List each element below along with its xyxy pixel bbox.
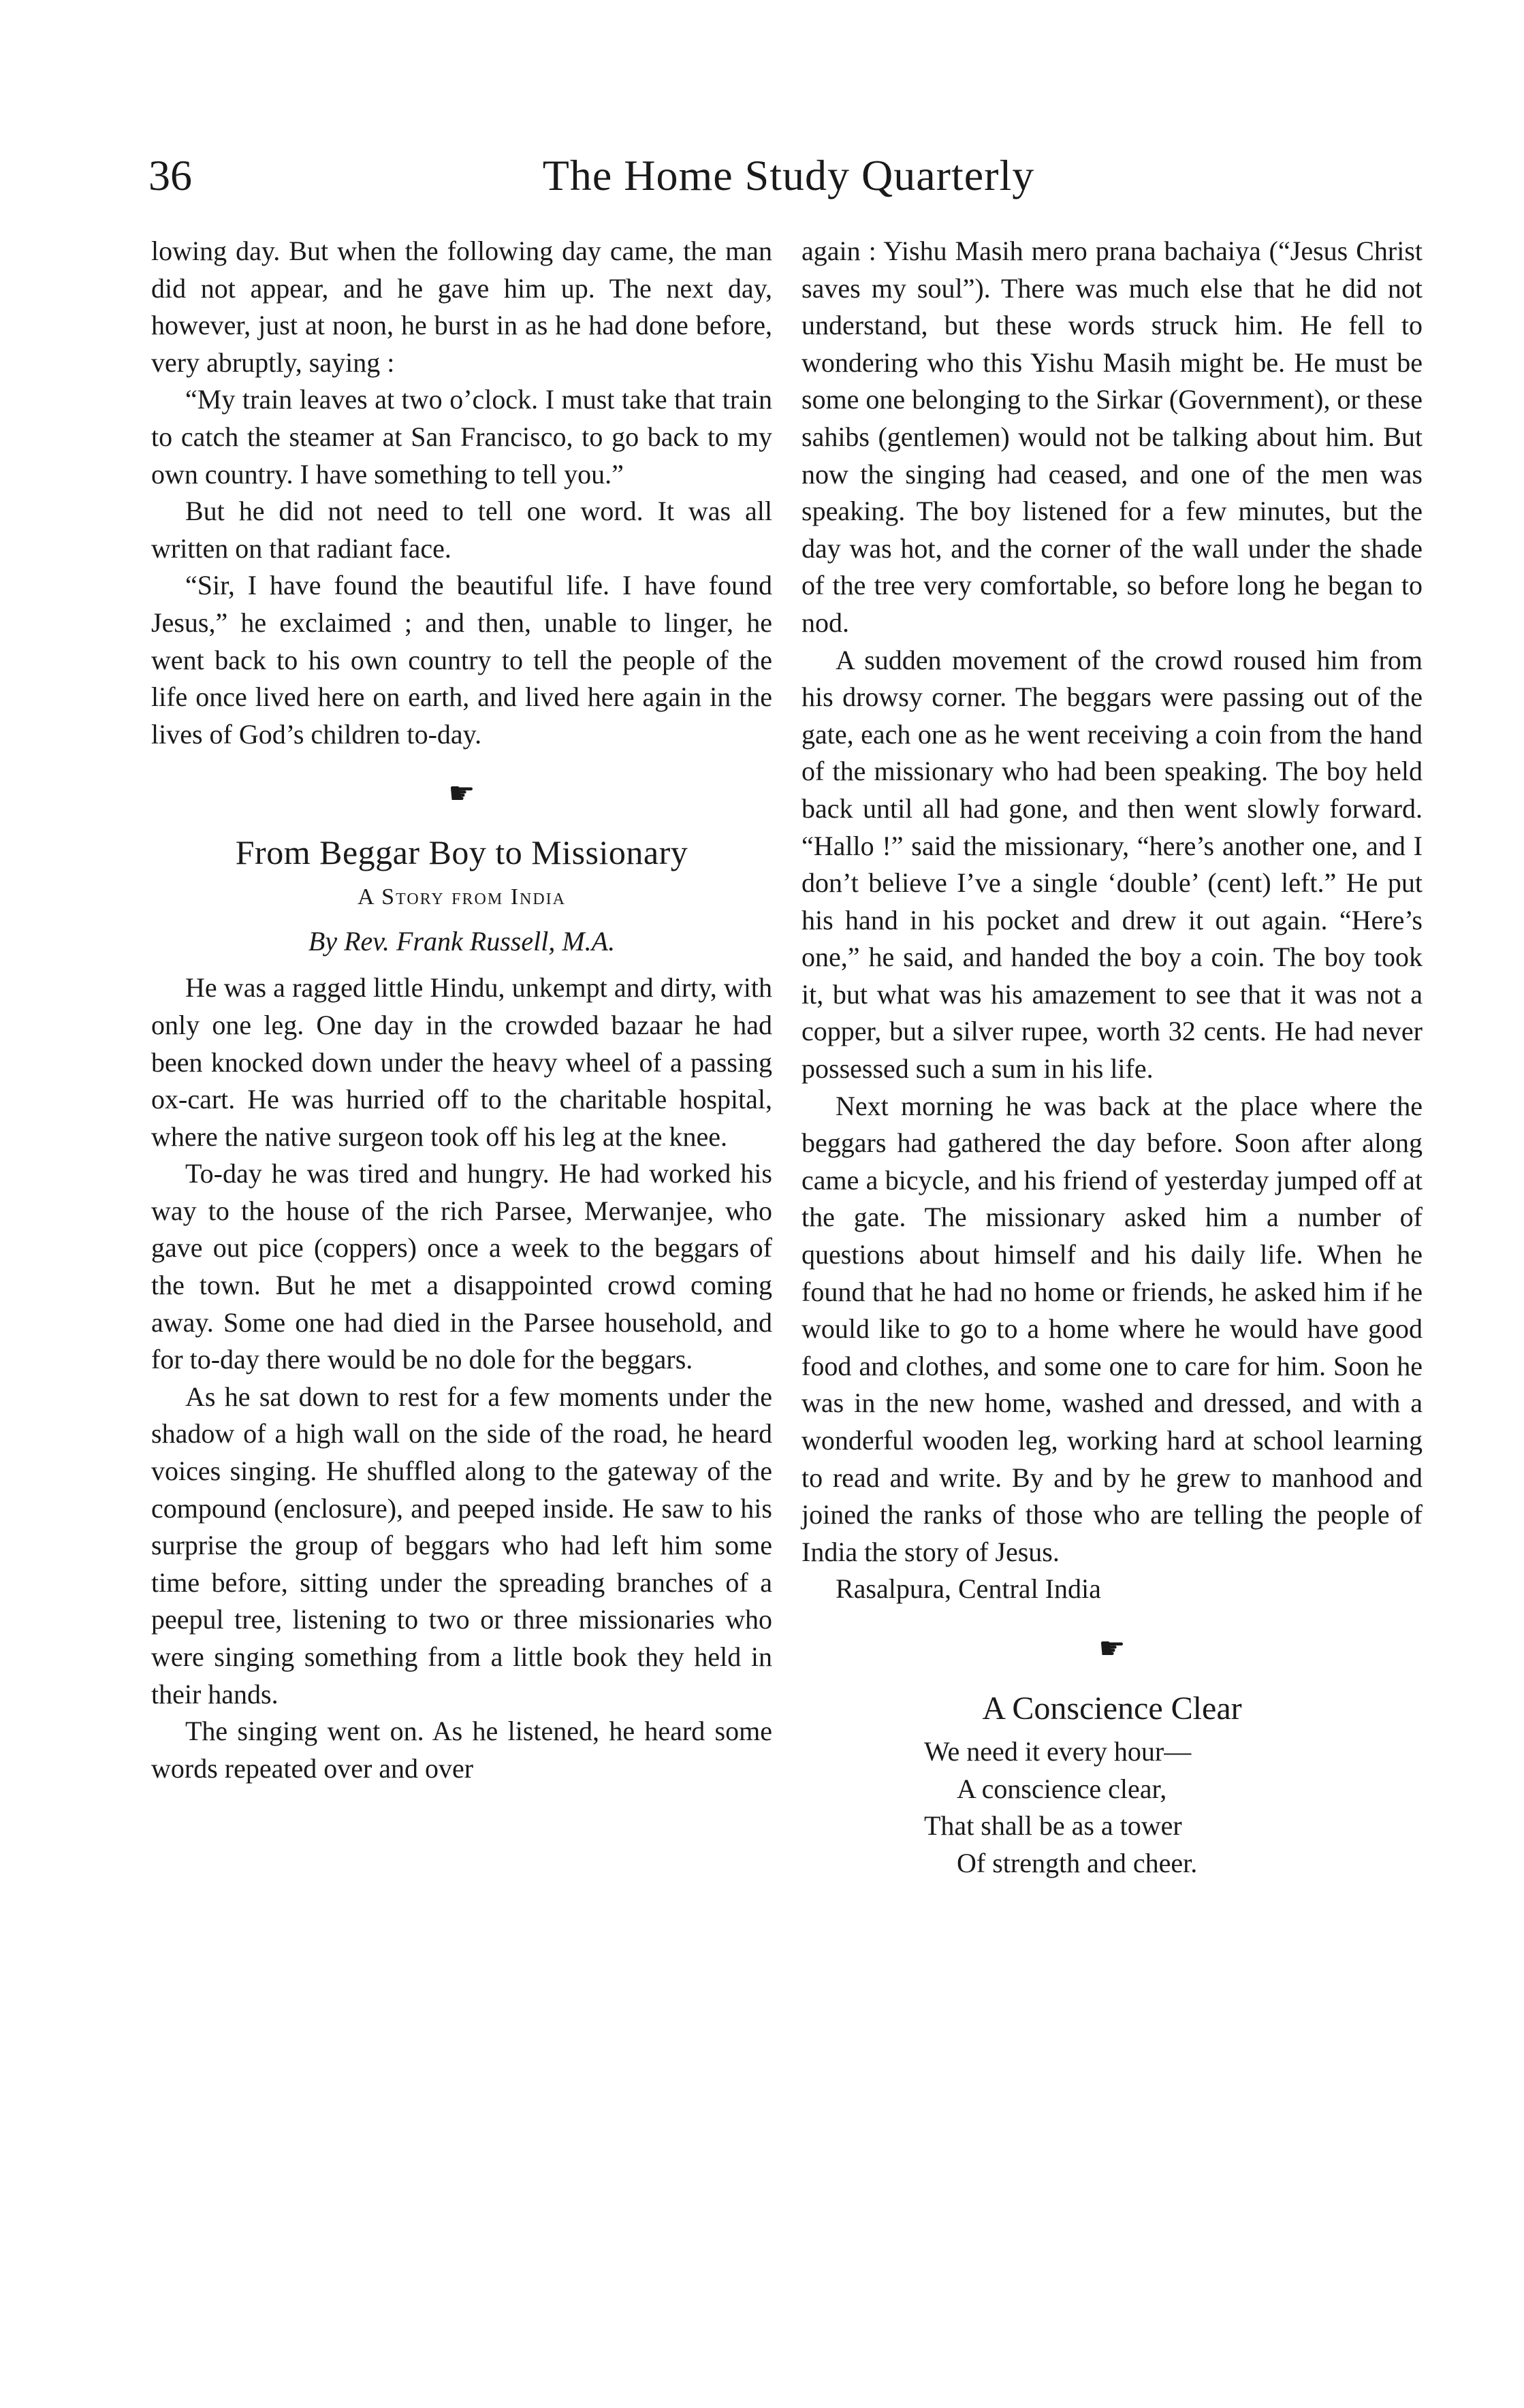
poem-line: We need it every hour— [924, 1735, 1192, 1767]
signoff-location: Rasalpura, Central India [836, 1573, 1101, 1605]
poem-line: Of strength and cheer. [957, 1847, 1198, 1878]
paragraph: But he did not need to tell one word. It was all written on that radiant face. [151, 496, 772, 564]
paragraph: “My train leaves at two o’clock. I must take that train to catch the steamer at San Francisco, to go back to my own country. I have something to tell you.” [151, 384, 772, 489]
poem-line: That shall be as a tower [924, 1810, 1182, 1842]
poem [924, 1733, 1423, 1882]
left-column [151, 233, 772, 1787]
paragraph: Next morning he was back at the place where the beggars had gathered the day before. Soon after along came a bicycle, and his friend of yesterday jumped off at the gate. The missionary asked him a number of questions about himself and his daily life. When he found that he had no home or friends, he asked him if he would like to go to a home where he would have good food and clothes, and some one to care for him. Soon he was in the new home, washed and dressed, and with a wonderful wooden leg, working hard at school learning to read and write. By and by he grew to manhood and joined the ranks of those who are telling the people of India the story of Jesus. [801, 1090, 1423, 1567]
poem-line: A conscience clear, [957, 1773, 1167, 1804]
page-number: 36 [148, 151, 192, 199]
story-title: From Beggar Boy to Missionary [235, 833, 688, 872]
journal-title: The Home Study Quarterly [542, 151, 1035, 199]
poem-title: A Conscience Clear [982, 1690, 1242, 1727]
pointing-hand-ornament-icon: ☛ [1098, 1631, 1126, 1665]
paragraph: He was a ragged little Hindu, unkempt and dirty, with only one leg. One day in the crowded bazaar he had been knocked down under the heavy wheel of a passing ox-cart. He was hurried off to the charitable hospital, where the native surgeon took off his leg at the knee. [151, 972, 772, 1152]
paragraph: again : Yishu Masih mero prana bachaiya (“Jesus Christ saves my soul”). There was much else that he did not understand, but these words struck him. He fell to wondering who this Yishu Masih might be. He must be some one belonging to the Sirkar (Government), or these sahibs (gentlemen) would not be talking about him. But now the singing had ceased, and one of the men was speaking. The boy listened for a few minutes, but the day was hot, and the corner of the wall under the shade of the tree very comfortable, so before long he began to nod. [801, 236, 1423, 638]
paragraph: A sudden movement of the crowd roused him from his drowsy corner. The beggars were passing out of the gate, each one as he went receiving a coin from the hand of the missionary who had been speaking. The boy held back until all had gone, and then went slowly forward. “Hallo !” said the missionary, “here’s another one, and I don’t believe I’ve a single ‘double’ (cent) left.” He put his hand in his pocket and drew it out again. “Here’s one,” he said, and handed the boy a coin. The boy took it, but what was his amazement to see that it was not a copper, but a silver rupee, worth 32 cents. He had never possessed such a sum in his life. [801, 644, 1423, 1085]
story-subtitle: A Story from India [358, 884, 566, 910]
right-column [801, 233, 1423, 1882]
paragraph: “Sir, I have found the beautiful life. I have found Jesus,” he exclaimed ; and then, unable to linger, he went back to his own country to tell the people of the life once lived here on earth, and lived here again in the lives of God’s children to-day. [151, 570, 772, 750]
paragraph: As he sat down to rest for a few moments under the shadow of a high wall on the side of the road, he heard voices singing. He shuffled along to the gateway of the compound (enclosure), and peeped inside. He saw to his surprise the group of beggars who had left him some time before, sitting under the spreading branches of a peepul tree, listening to two or three missionaries who were singing something from a little book they held in their hands. [151, 1381, 772, 1709]
paragraph: The singing went on. As he listened, he heard some words repeated over and over [151, 1716, 772, 1784]
story-byline: By Rev. Frank Russell, M.A. [308, 926, 616, 957]
pointing-hand-ornament-icon: ☛ [448, 777, 475, 811]
paragraph: lowing day. But when the following day came, the man did not appear, and he gave him up. The next day, however, just at noon, he burst in as he had done before, very abruptly, saying : [151, 236, 772, 378]
running-header [148, 142, 1429, 210]
paragraph: To-day he was tired and hungry. He had worked his way to the house of the rich Parsee, Merwanjee, who gave out pice (coppers) once a week to the beggars of the town. But he met a disappointed crowd coming away. Some one had died in the Parsee household, and for to-day there would be no dole for the beggars. [151, 1158, 772, 1375]
